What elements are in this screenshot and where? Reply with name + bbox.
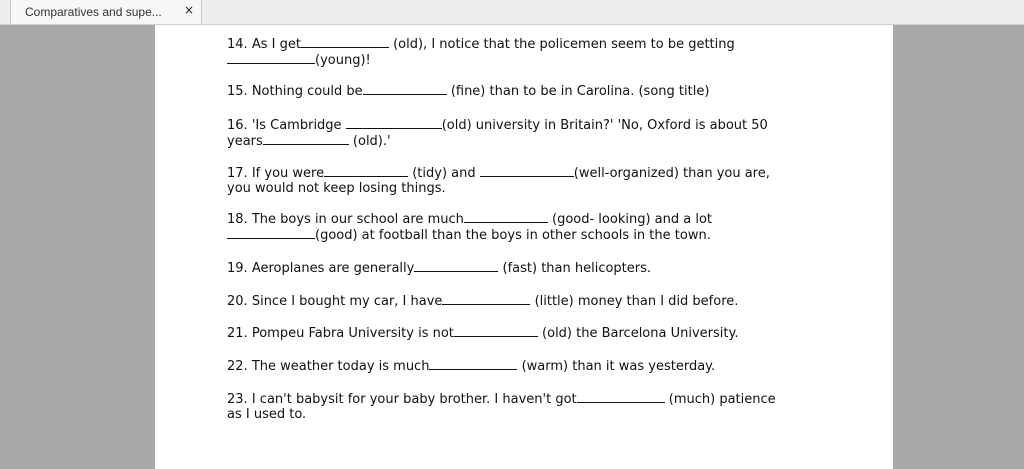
question-text: As I get [251,37,301,52]
question-text: years [227,134,263,149]
question-number: 21. [227,326,248,341]
question-number: 22. [227,359,248,374]
question-text: If you were [251,166,325,181]
question-20 [227,293,867,309]
answer-blank[interactable] [346,117,442,129]
question-16 [227,117,867,149]
question-text: (warm) than it was yesterday. [521,359,716,374]
answer-blank[interactable] [227,52,315,64]
answer-blank[interactable] [414,260,498,272]
question-text: I can't babysit for your baby brother. I haven't got [251,392,577,407]
question-text: (old).' [352,134,391,149]
question-text: (old) university in Britain?' 'No, Oxford is about 50 [441,118,768,133]
question-18 [227,211,867,243]
question-15 [227,83,867,99]
question-text: (little) money than I did before. [534,294,739,309]
answer-blank[interactable] [577,391,665,403]
question-text: The boys in our school are much [251,212,464,227]
question-text: Pompeu Fabra University is not [251,326,454,341]
question-text: (fast) than helicopters. [502,261,652,276]
answer-blank[interactable] [464,211,548,223]
question-text: (tidy) and [412,166,476,181]
question-text: (good- looking) and a lot [552,212,713,227]
question-text: The weather today is much [251,359,430,374]
answer-blank[interactable] [227,227,315,239]
document-page [155,25,893,469]
question-text: (young)! [315,53,371,68]
question-text: Aeroplanes are generally [251,261,415,276]
answer-blank[interactable] [301,36,389,48]
question-text: (well-organized) than you are, [573,166,770,181]
question-text: you would not keep losing things. [227,181,446,196]
question-text: (old), I notice that the policemen seem to be getting [393,37,735,52]
answer-blank[interactable] [442,293,530,305]
question-17 [227,165,867,196]
question-19 [227,260,867,276]
question-number: 17. [227,166,248,181]
question-number: 19. [227,261,248,276]
question-number: 23. [227,392,248,407]
tab-title: Comparatives and supe... [25,5,162,19]
question-22 [227,358,867,374]
answer-blank[interactable] [324,165,408,177]
answer-blank[interactable] [363,83,447,95]
question-text: (old) the Barcelona University. [542,326,739,341]
question-text: (good) at football than the boys in other schools in the town. [315,228,711,243]
question-number: 14. [227,37,248,52]
tab-bar [0,0,1024,25]
question-number: 18. [227,212,248,227]
question-text: Nothing could be [251,84,363,99]
question-23 [227,391,867,422]
question-number: 15. [227,84,248,99]
question-text: (much) patience [668,392,776,407]
answer-blank[interactable] [429,358,517,370]
question-number: 20. [227,294,248,309]
question-text: (fine) than to be in Carolina. (song title) [450,84,710,99]
question-14 [227,36,867,68]
answer-blank[interactable] [263,133,349,145]
question-21 [227,325,867,341]
question-text: 'Is Cambridge [251,118,342,133]
question-text: as I used to. [227,407,307,422]
document-tab[interactable] [10,0,202,24]
question-number: 16. [227,118,248,133]
answer-blank[interactable] [480,165,574,177]
close-icon[interactable]: × [183,3,195,17]
question-text: Since I bought my car, I have [251,294,443,309]
answer-blank[interactable] [454,325,538,337]
